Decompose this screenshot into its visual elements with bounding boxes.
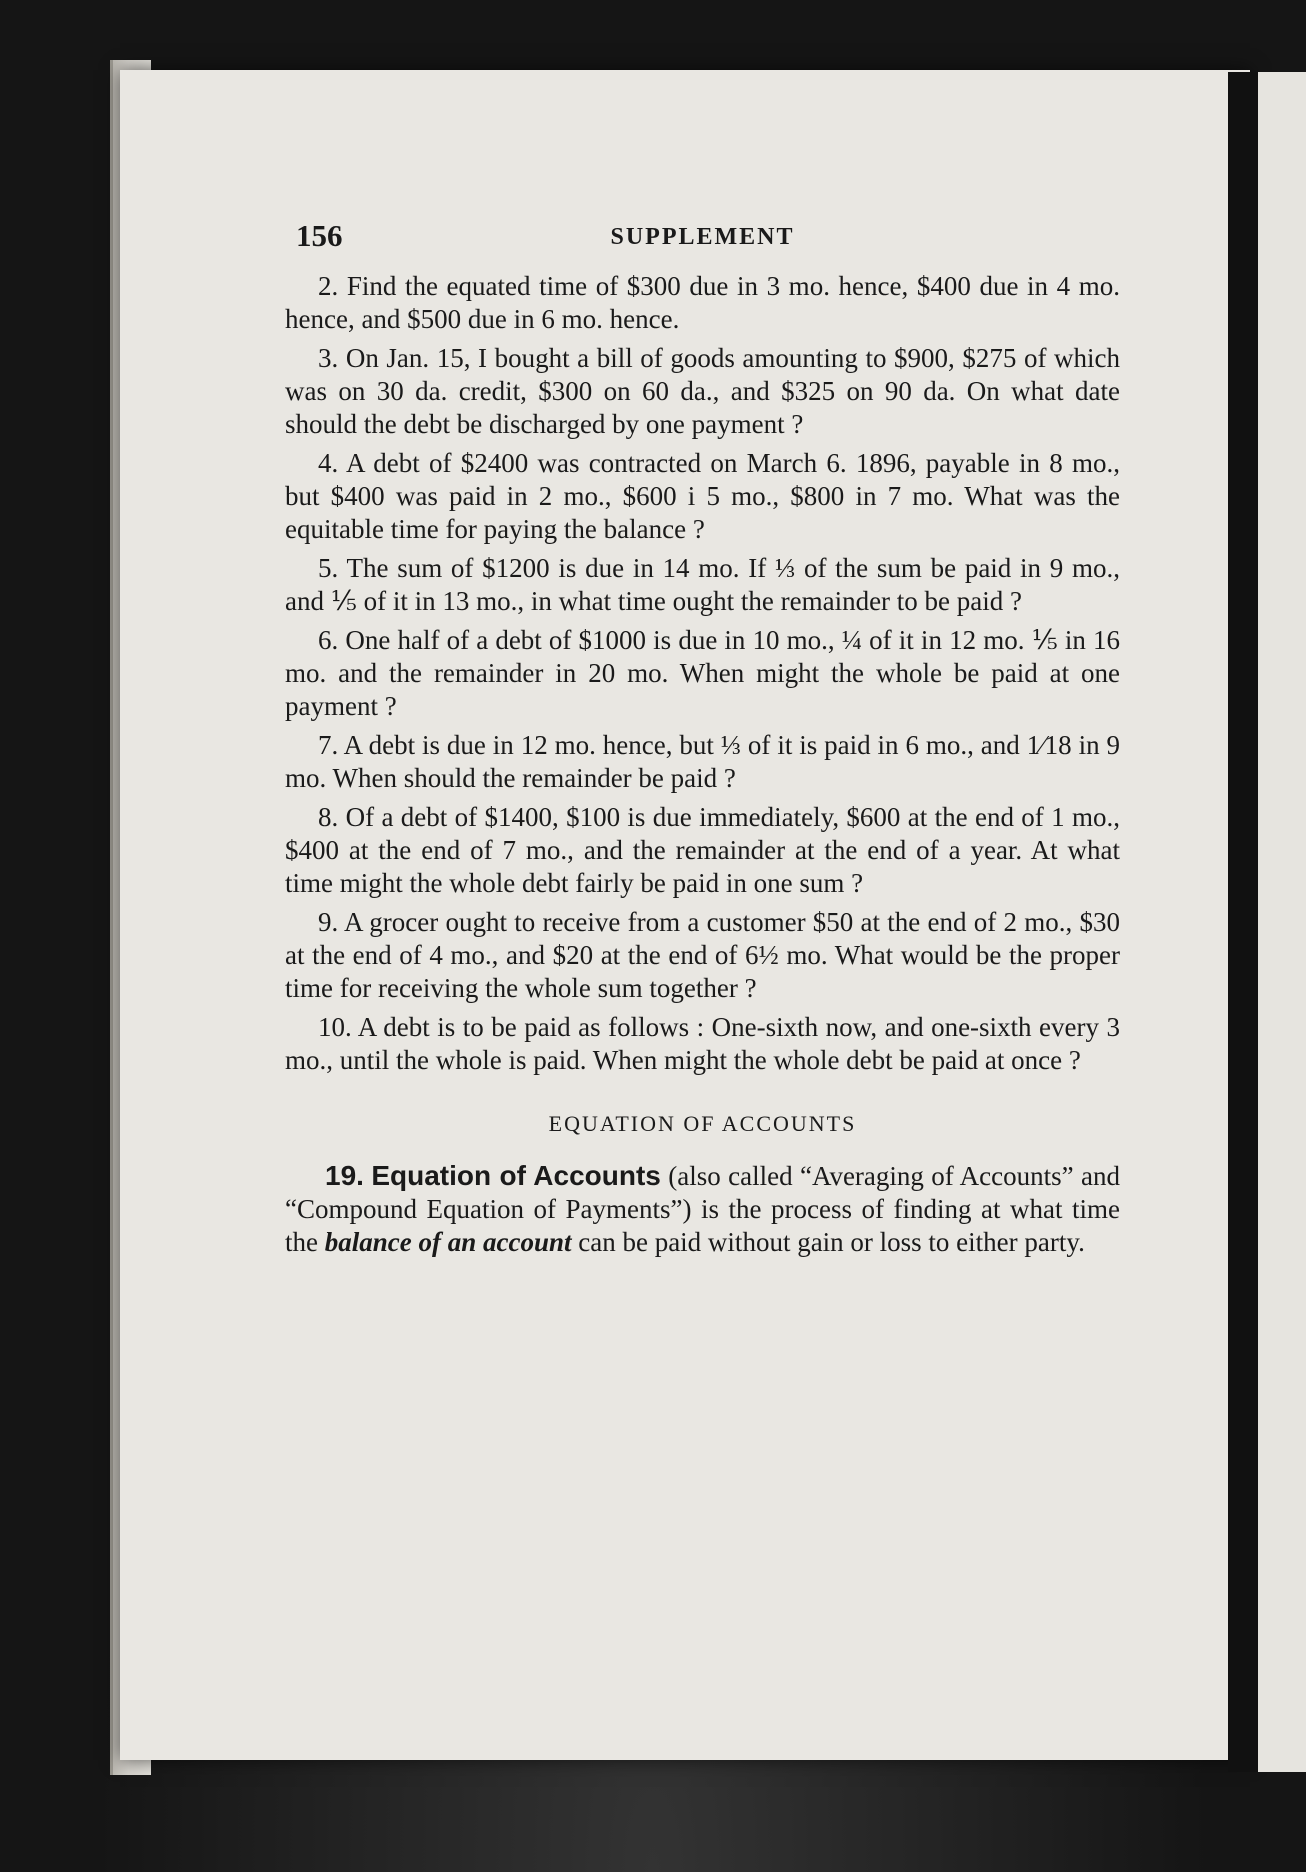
problem-5: 5. The sum of $1200 is due in 14 mo. If ⅓ of the sum be paid in 9 mo., and ⅕ of it in 13 mo., in what time ought the remainder to be paid ? — [285, 553, 1120, 616]
problem-10: 10. A debt is to be paid as follows : One-sixth now, and one-sixth every 3 mo., until the whole is paid. When might the whole debt be paid at once ? — [285, 1012, 1120, 1075]
problem-2: 2. Find the equated time of $300 due in 3 mo. hence, $400 due in 4 mo. hence, and $500 due in 6 mo. hence. — [285, 271, 1120, 334]
definition-text-part-1: (also called “Averaging of Accounts” and “Compound Equation of Payments”) is the process of finding at what time the — [285, 1161, 1121, 1257]
page-number: 156 — [296, 218, 343, 253]
facing-page-strip — [1258, 72, 1306, 1772]
facing-page-edge — [1228, 72, 1258, 1772]
definition-number: 19. — [325, 1160, 364, 1191]
definition-text-part-2: can be paid without gain or loss to either party. — [571, 1227, 1085, 1257]
page-content — [285, 218, 1120, 1259]
problem-6: 6. One half of a debt of $1000 is due in 10 mo., ¼ of it in 12 mo. ⅕ in 16 mo. and the remainder in 20 mo. When might the whole be paid at one payment ? — [285, 625, 1120, 721]
problem-7: 7. A debt is due in 12 mo. hence, but ⅓ of it is paid in 6 mo., and 1⁄18 in 9 mo. When should the remainder be paid ? — [285, 730, 1120, 793]
problem-8: 8. Of a debt of $1400, $100 is due immediately, $600 at the end of 1 mo., $400 at the end of 7 mo., and the remainder at the end of a year. At what time might the whole debt fairly be paid in one sum ? — [285, 802, 1120, 898]
section-heading: EQUATION OF ACCOUNTS — [548, 1111, 857, 1136]
definition-title: Equation of Accounts — [371, 1160, 661, 1191]
definition-emphasis: balance of an account — [324, 1227, 572, 1257]
problem-9: 9. A grocer ought to receive from a customer $50 at the end of 2 mo., $30 at the end of 4 mo., and $20 at the end of 6½ mo. What would be the proper time for receiving the whole sum together ? — [285, 907, 1120, 1003]
problem-4: 4. A debt of $2400 was contracted on March 6. 1896, payable in 8 mo., but $400 was paid in 2 mo., $600 i 5 mo., $800 in 7 mo. What was the equitable time for paying the balance ? — [285, 448, 1120, 544]
page-header — [285, 218, 1120, 270]
definition-paragraph — [285, 1159, 1120, 1259]
running-head: SUPPLEMENT — [610, 224, 795, 250]
problem-3: 3. On Jan. 15, I bought a bill of goods amounting to $900, $275 of which was on 30 da. credit, $300 on 60 da., and $325 on 90 da. On what date should the debt be discharged by one payment ? — [285, 343, 1120, 439]
